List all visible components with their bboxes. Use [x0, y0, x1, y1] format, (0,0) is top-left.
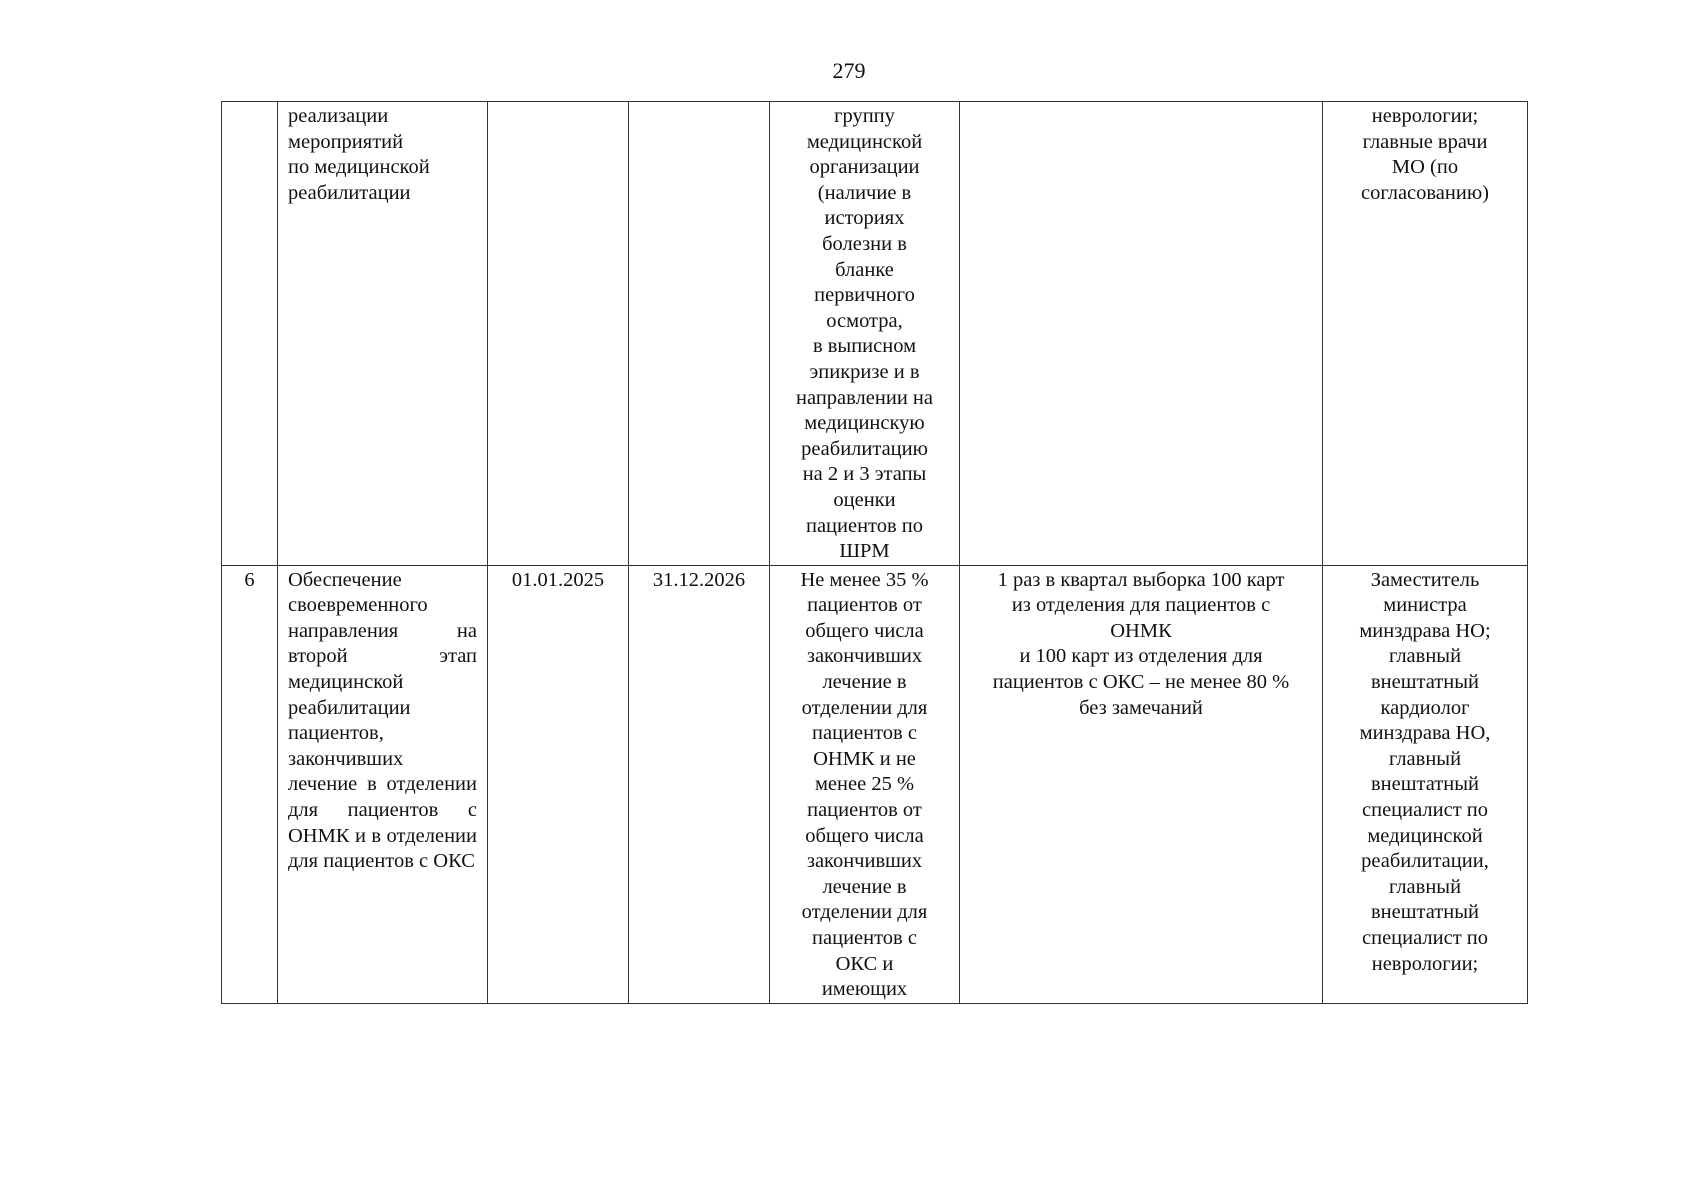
activity-text: Обеспечение своевременного направления на второй этап медицинской реабилитации пациентов, закончивших лечение в отделении для пациентов с ОНМК и в отделении для пациентов с ОКС [288, 568, 477, 873]
control-cell [960, 102, 1323, 566]
responsible-text: неврологии; главные врачи МО (по согласованию) [1361, 105, 1489, 204]
activity-plan-table [221, 101, 1528, 1004]
indicator-text: Не менее 35 % пациентов от общего числа закончивших лечение в отделении для пациентов с ОНМК и не менее 25 % пациентов от общего числа закончивших лечение в отделении для пациентов с ОКС и имеющих [800, 568, 929, 1001]
indicator-cell [770, 102, 960, 566]
activity-cell [278, 102, 488, 566]
control-text: 1 раз в квартал выборка 100 карт из отделения для пациентов с ОНМК и 100 карт из отделения для пациентов с ОКС – не менее 80 % без замечаний [992, 568, 1290, 719]
end-date-cell [629, 102, 770, 566]
end-date-cell [629, 565, 770, 1003]
page-number: 279 [832, 58, 866, 83]
indicator-text: группу медицинской организации (наличие в историях болезни в бланке первичного осмотра, в выписном эпикризе и в направлении на медицинскую реабилитацию на 2 и 3 этапы оценки пациентов по ШРМ [796, 105, 933, 563]
control-cell [960, 565, 1323, 1003]
row-number-cell [222, 565, 278, 1003]
row-number: 6 [244, 568, 255, 591]
activity-cell [278, 565, 488, 1003]
table-row [222, 102, 1528, 566]
start-date-cell [488, 565, 629, 1003]
responsible-text: Заместитель министра минздрава НО; главный внештатный кардиолог минздрава НО, главный внештатный специалист по медицинской реабилитации, главный внештатный специалист по неврологии; [1359, 568, 1491, 975]
row-number [246, 105, 254, 127]
indicator-cell [770, 565, 960, 1003]
responsible-cell [1323, 565, 1528, 1003]
responsible-cell [1323, 102, 1528, 566]
end-date: 31.12.2026 [652, 568, 746, 591]
table-row [222, 565, 1528, 1003]
activity-text: реализации мероприятий по медицинской реабилитации [288, 105, 430, 204]
start-date: 01.01.2025 [511, 568, 605, 591]
row-number-cell [222, 102, 278, 566]
start-date-cell [488, 102, 629, 566]
